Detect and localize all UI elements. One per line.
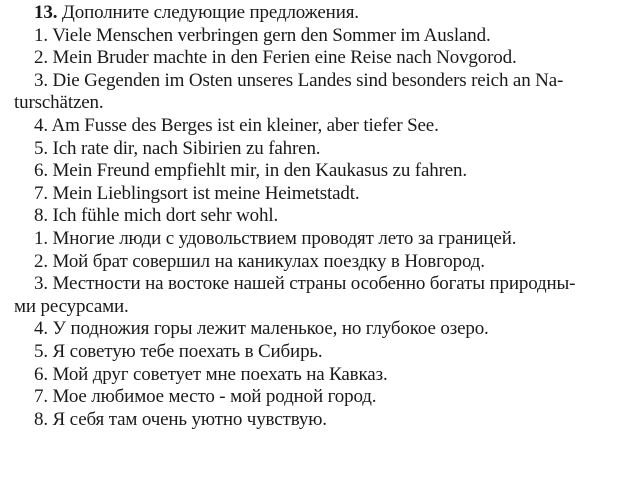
german-sentence-6: 6. Mein Freund empfiehlt mir, in den Kaukasus zu fahren. [34, 160, 468, 182]
russian-sentence-7: 7. Мое любимое место - мой родной город. [34, 386, 377, 408]
russian-sentence-1: 1. Многие люди с удовольствием проводят лето за границей. [34, 227, 517, 249]
german-sentence-3-continued: turschätzen. [14, 92, 104, 114]
russian-sentence-3: 3. Местности на востоке нашей страны особенно богаты природны- [34, 273, 576, 295]
german-sentence-8: 8. Ich fühle mich dort sehr wohl. [34, 205, 279, 227]
german-sentence-5: 5. Ich rate dir, nach Sibirien zu fahren. [34, 137, 321, 159]
german-sentence-7: 7. Mein Lieblingsort ist meine Heimetstadt. [34, 182, 360, 204]
russian-sentence-3-continued: ми ресурсами. [14, 295, 129, 317]
german-sentence-2: 2. Mein Bruder machte in den Ferien eine Reise nach Novgorod. [34, 47, 517, 69]
russian-sentence-2: 2. Мой брат совершил на каникулах поездку в Новгород. [34, 250, 485, 272]
german-sentence-3: 3. Die Gegenden im Osten unseres Landes sind besonders reich an Na- [34, 69, 564, 91]
exercise-heading [14, 2, 625, 25]
german-sentence-4: 4. Am Fusse des Berges ist ein kleiner, aber tiefer See. [34, 114, 439, 136]
russian-sentence-8: 8. Я себя там очень уютно чувствую. [34, 408, 327, 430]
german-sentence-1: 1. Viele Menschen verbringen gern den Sommer im Ausland. [34, 24, 491, 46]
russian-sentence-4: 4. У подножия горы лежит маленькое, но глубокое озеро. [34, 318, 489, 340]
russian-sentence-6: 6. Мой друг советует мне поехать на Кавказ. [34, 363, 388, 385]
russian-sentence-5: 5. Я советую тебе поехать в Сибирь. [34, 340, 323, 362]
exercise-number: 13. [34, 2, 58, 23]
exercise-instruction: Дополните следующие предложения. [61, 2, 359, 23]
